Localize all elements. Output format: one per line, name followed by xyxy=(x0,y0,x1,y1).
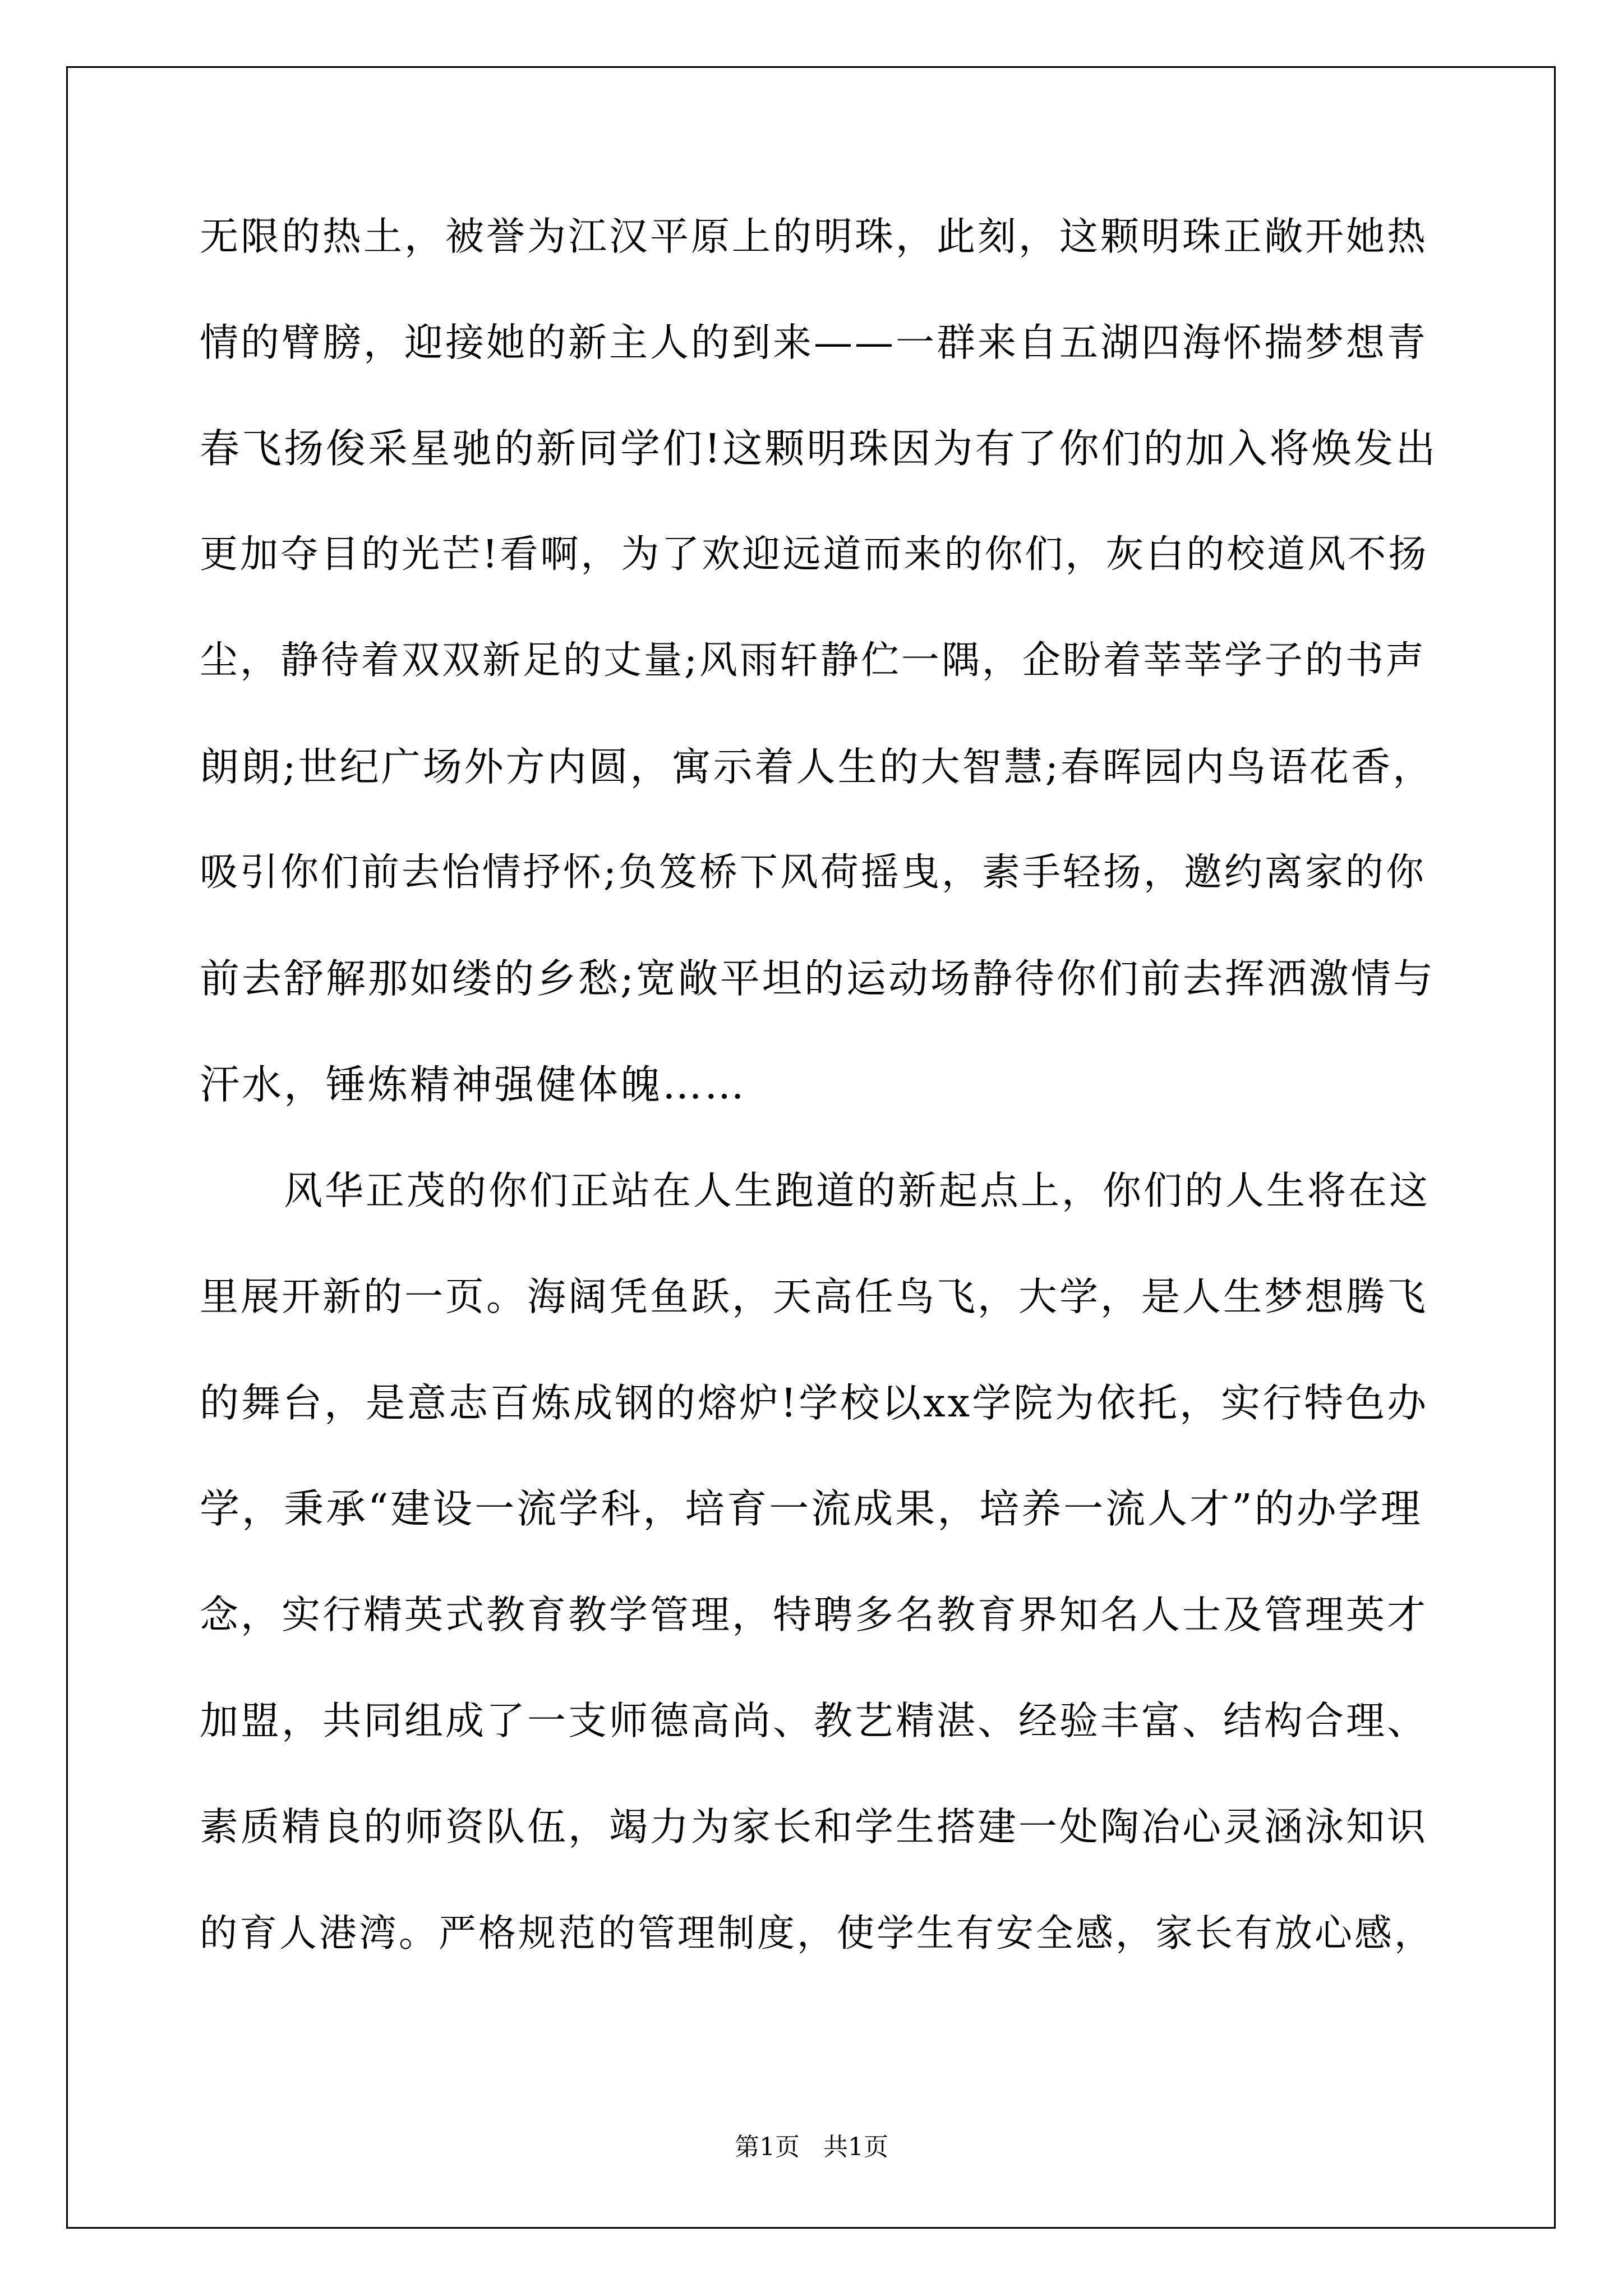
text-line: 汗水，锤炼精神强健体魄…… xyxy=(200,1061,747,1108)
text-line: 更加夺目的光芒!看啊，为了欢迎远道而来的你们，灰白的校道风不扬 xyxy=(200,532,1429,577)
text-line: 尘，静待着双双新足的丈量;风雨轩静伫一隅，企盼着莘莘学子的书声 xyxy=(200,638,1426,683)
text-line: 素质精良的师资队伍，竭力为家长和学生搭建一处陶冶心灵涵泳知识 xyxy=(200,1805,1428,1849)
text-line: 前去舒解那如缕的乡愁;宽敞平坦的运动场静待你们前去挥洒激情与 xyxy=(200,955,1435,1002)
text-line: 的育人港湾。严格规范的管理制度，使学生有安全感，家长有放心感， xyxy=(200,1911,1434,1955)
paragraph-first-line: 风华正茂的你们正站在人生跑道的新起点上，你们的人生将在这 xyxy=(284,1168,1430,1213)
text-line: 学，秉承“建设一流学科，培育一流成果，培养一流人才”的办学理 xyxy=(200,1485,1423,1532)
text-line: 情的臂膀，迎接她的新主人的到来——一群来自五湖四海怀揣梦想青 xyxy=(200,320,1428,365)
text-line: 加盟，共同组成了一支师德高尚、教艺精湛、经验丰富、结构合理、 xyxy=(200,1699,1428,1743)
text-line: 朗朗;世纪广场外方内圆，寓示着人生的大智慧;春晖园内鸟语花香， xyxy=(200,744,1435,790)
text-line: 里展开新的一页。海阔凭鱼跃，天高任鸟飞，大学，是人生梦想腾飞 xyxy=(200,1274,1428,1319)
page-border xyxy=(66,66,1556,2229)
text-line: 的舞台，是意志百炼成钢的熔炉!学校以xx学院为依托，实行特色办 xyxy=(200,1380,1429,1426)
page-footer: 第1页 共1页 xyxy=(735,2133,888,2161)
text-line: 春飞扬俊采星驰的新同学们!这颗明珠因为有了你们的加入将焕发出 xyxy=(200,425,1438,472)
text-line: 吸引你们前去怡情抒怀;负笈桥下风荷摇曳，素手轻扬，邀约离家的你 xyxy=(200,850,1426,895)
text-line: 无限的热土，被誉为江汉平原上的明珠，此刻，这颗明珠正敞开她热 xyxy=(200,214,1428,259)
text-line: 念，实行精英式教育教学管理，特聘多名教育界知名人士及管理英才 xyxy=(200,1593,1428,1637)
